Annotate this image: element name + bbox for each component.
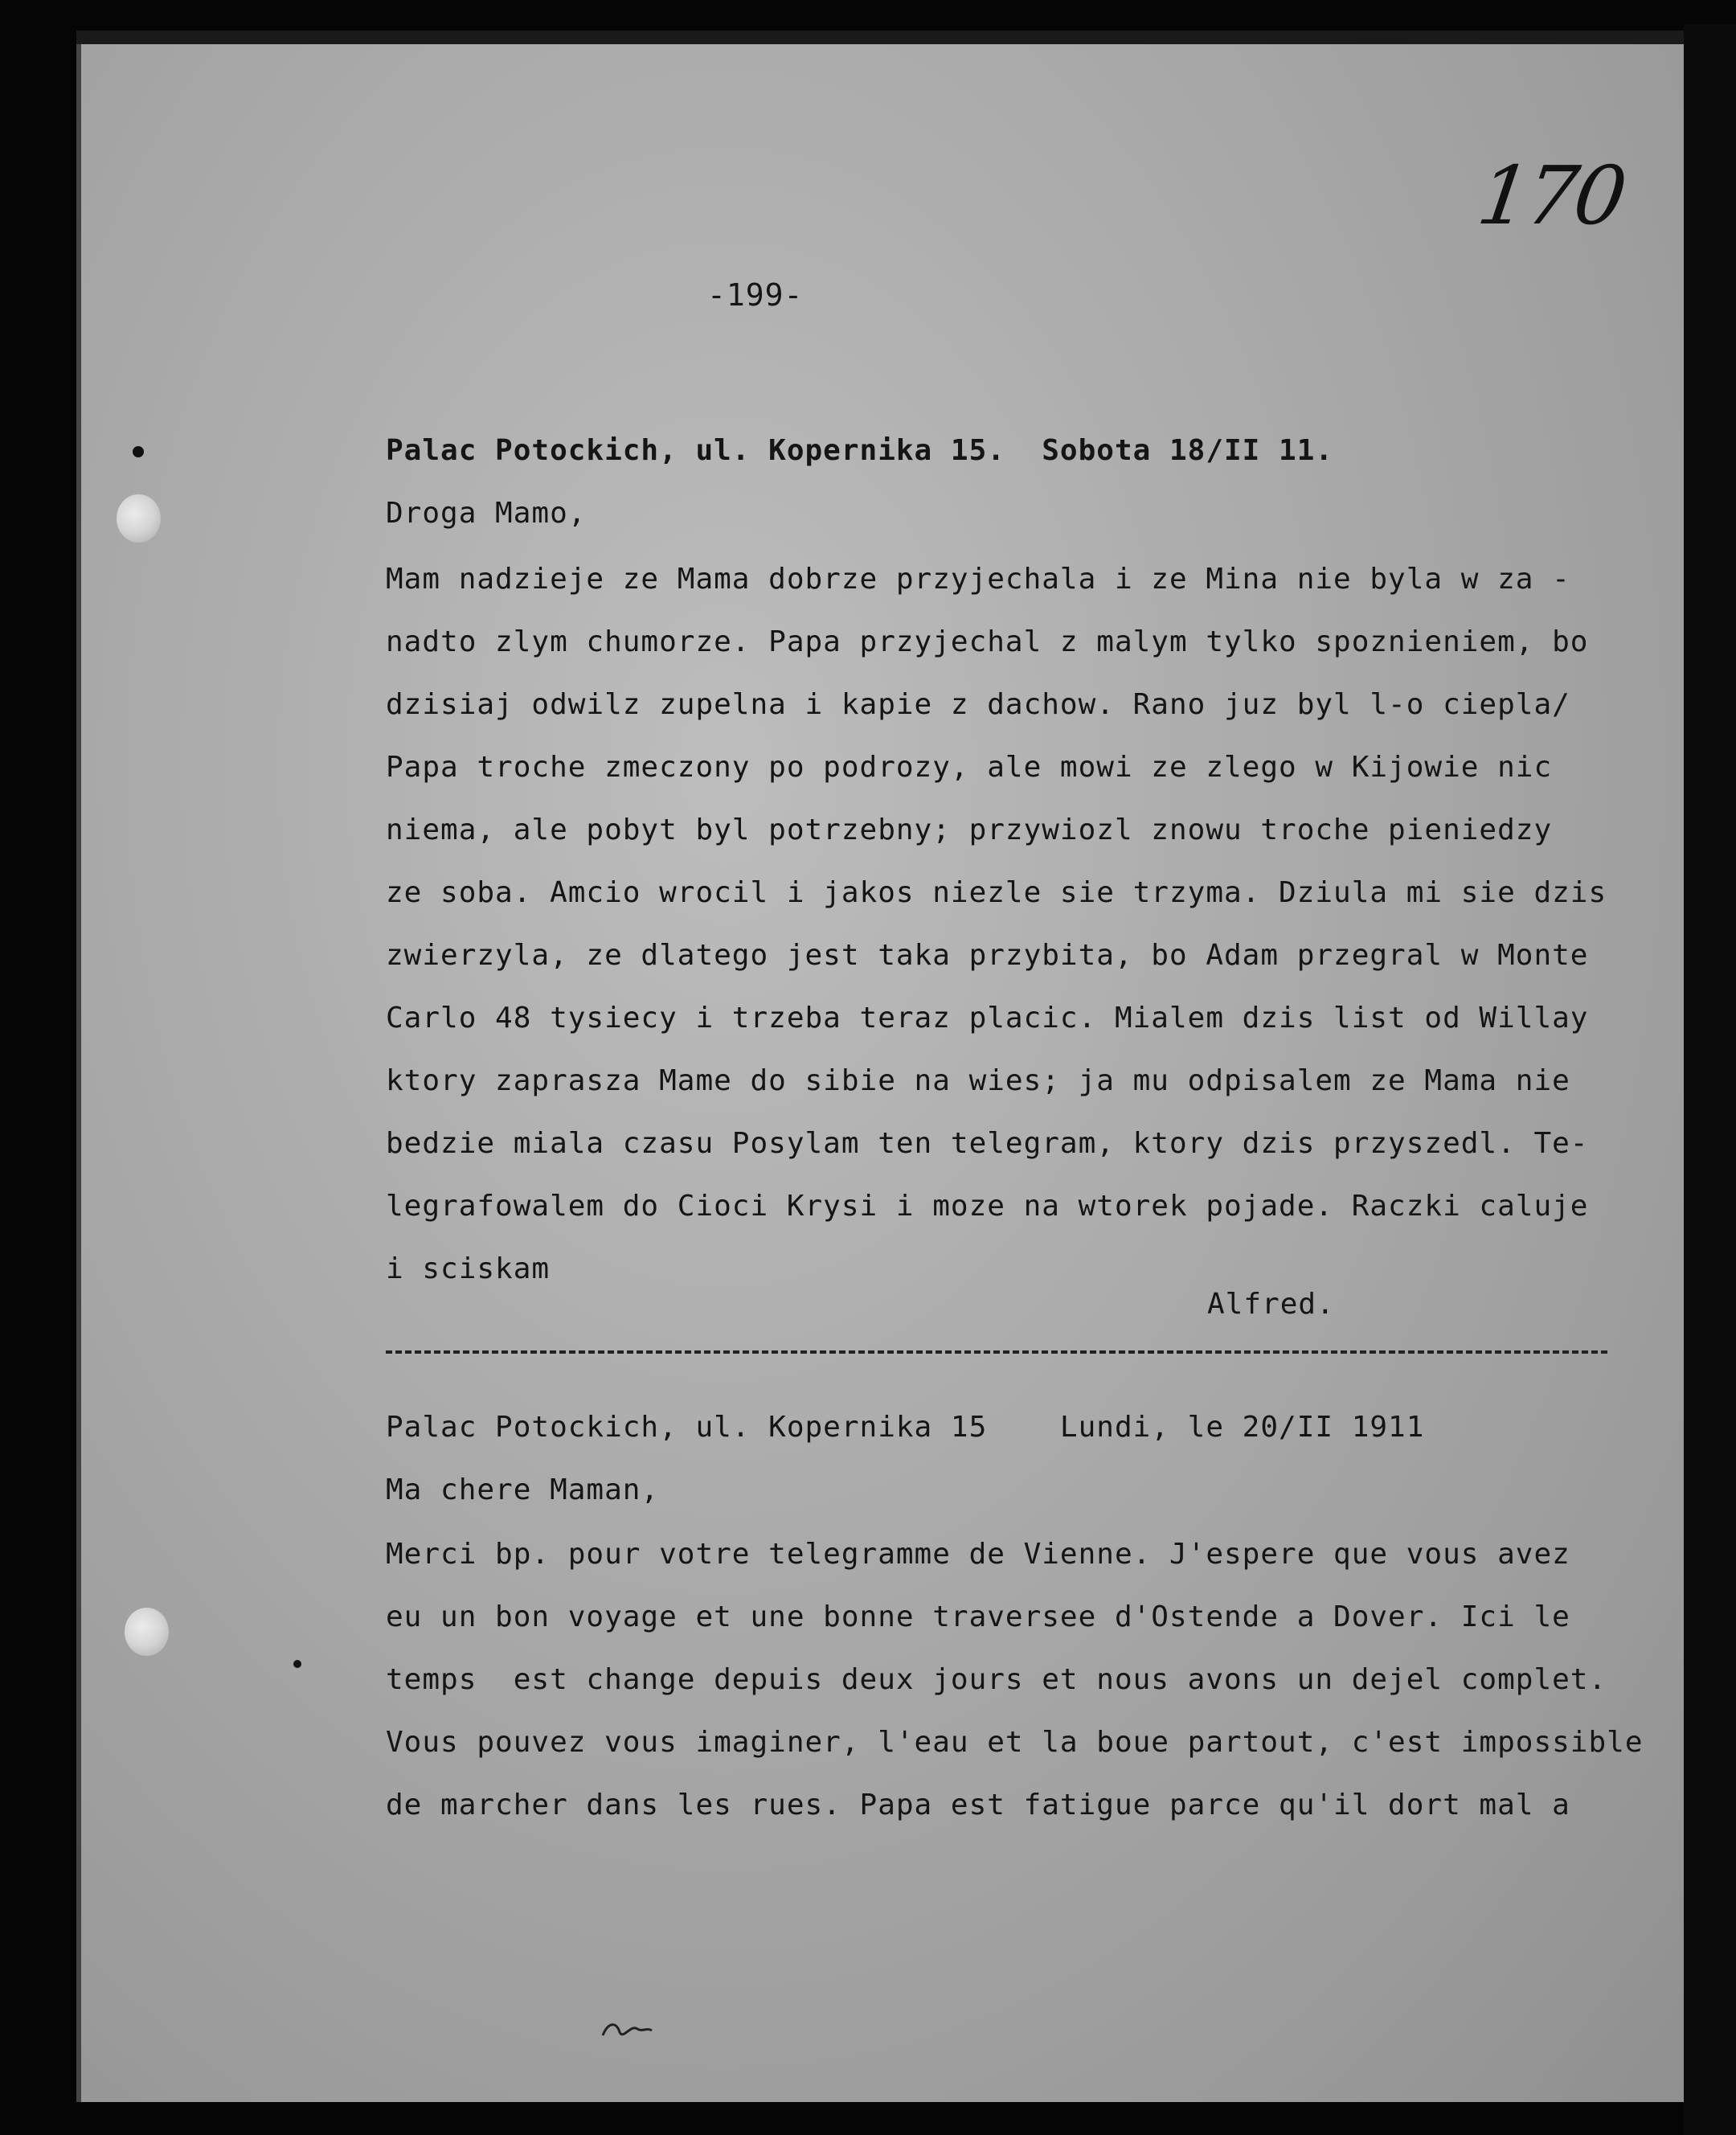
letter1-body-line: Papa troche zmeczony po podrozy, ale mowi ze zlego w Kijowie nic [386,751,1553,784]
letter1-header: Palac Potockich, ul. Kopernika 15. Sobota 18/II 11. [386,434,1334,467]
pencil-scribble-mark [599,2018,655,2042]
letter2-body-line: eu un bon voyage et une bonne traversee d'Ostende a Dover. Ici le [386,1600,1570,1633]
punch-hole-bottom [125,1608,169,1656]
letter1-salutation: Droga Mamo, [386,497,587,530]
letter2-body-line: temps est change depuis deux jours et nous avons un dejel complet. [386,1663,1607,1696]
archive-number: 170 [1472,149,1630,243]
letter1-body-line: i sciskam [386,1252,551,1285]
letter1-body-line: ze soba. Amcio wrocil i jakos niezle sie trzyma. Dziula mi sie dzis [386,876,1607,909]
letter1-body-line: niema, ale pobyt byl potrzebny; przywiozl znowu troche pieniedzy [386,813,1553,846]
letter1-body-line: Mam nadzieje ze Mama dobrze przyjechala i ze Mina nie byla w za - [386,563,1570,596]
letter2-salutation: Ma chere Maman, [386,1473,660,1506]
ink-dot [293,1660,301,1668]
letter1-body-line: ktory zaprasza Mame do sibie na wies; ja mu odpisalem ze Mama nie [386,1064,1570,1097]
punch-hole-top [117,494,161,543]
letter2-header: Palac Potockich, ul. Kopernika 15 Lundi, le 20/II 1911 [386,1411,1425,1444]
scan-right-border [1684,24,1736,2135]
section-divider [386,1350,1607,1354]
ink-dot [133,446,144,457]
letter1-body-line: Carlo 48 tysiecy i trzeba teraz placic. Mialem dzis list od Willay [386,1002,1589,1035]
letter2-body-line: de marcher dans les rues. Papa est fatigue parce qu'il dort mal a [386,1789,1570,1822]
letter1-body-line: zwierzyla, ze dlatego jest taka przybita, bo Adam przegral w Monte [386,939,1589,972]
letter1-body-line: nadto zlym chumorze. Papa przyjechal z malym tylko spoznieniem, bo [386,625,1589,658]
letter2-body-line: Vous pouvez vous imaginer, l'eau et la boue partout, c'est impossible [386,1726,1644,1759]
letter1-body-line: dzisiaj odwilz zupelna i kapie z dachow. Rano juz byl l-o ciepla/ [386,688,1570,721]
page-number: -199- [707,277,804,313]
letter1-body-line: bedzie miala czasu Posylam ten telegram, ktory dzis przyszedl. Te- [386,1127,1589,1160]
letter1-signature: Alfred. [1207,1288,1335,1321]
letter2-body-line: Merci bp. pour votre telegramme de Vienne. J'espere que vous avez [386,1538,1570,1571]
letter1-body-line: legrafowalem do Cioci Krysi i moze na wtorek pojade. Raczki caluje [386,1190,1589,1223]
